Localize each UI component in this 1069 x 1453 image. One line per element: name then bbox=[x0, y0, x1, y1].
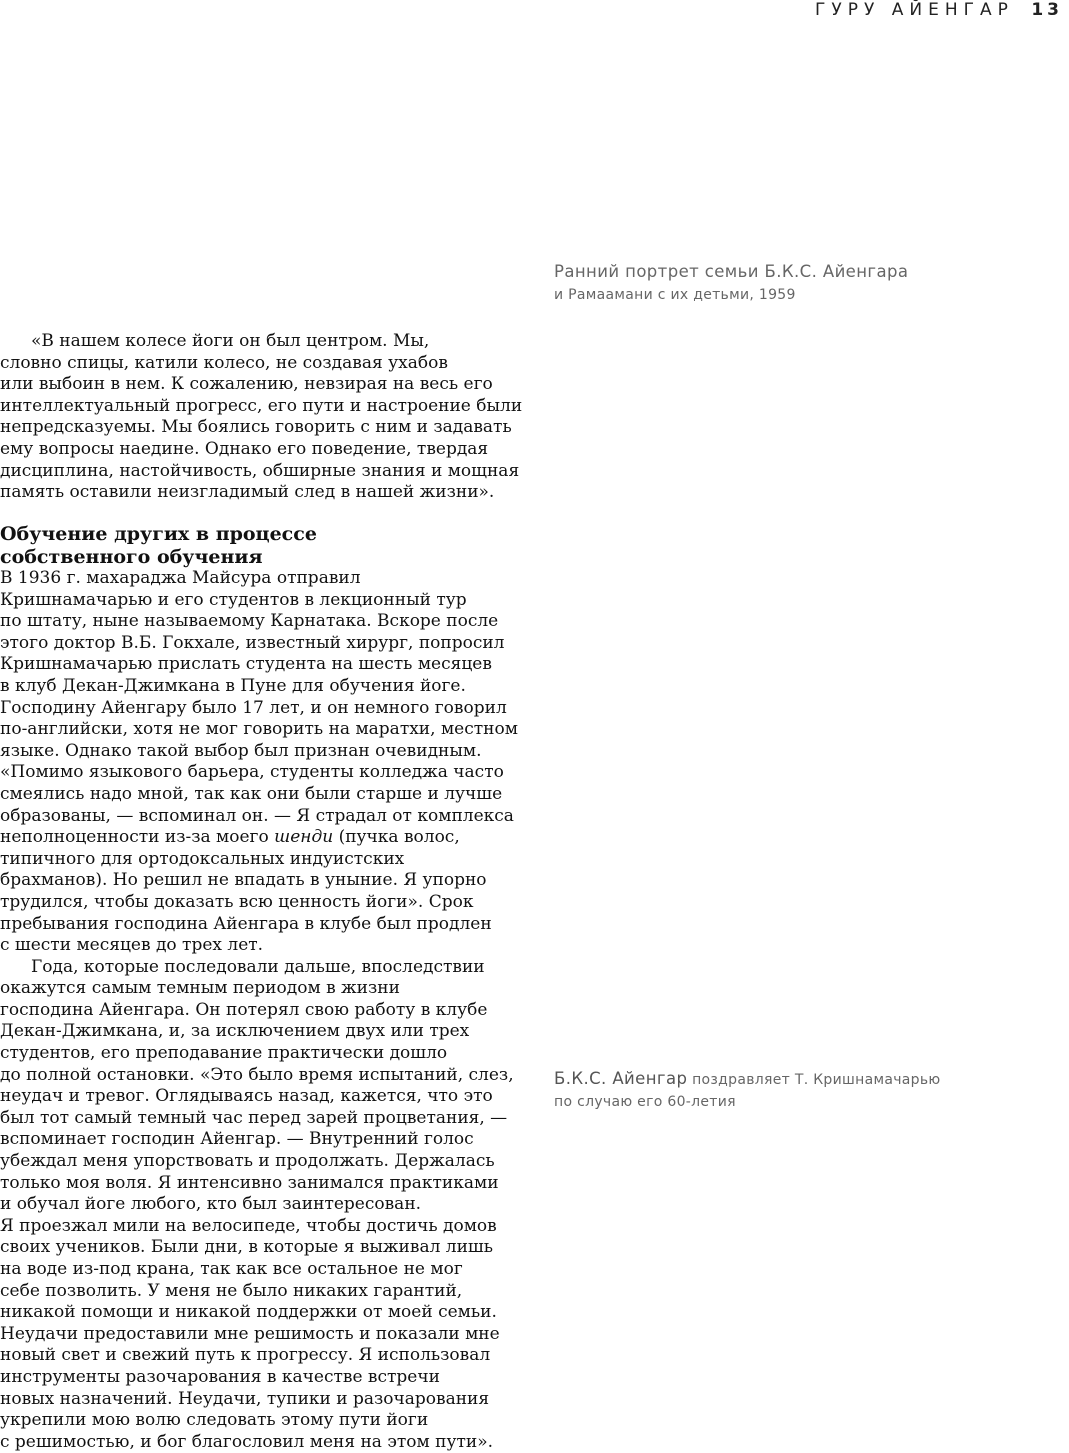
text-line: неудач и тревог. Оглядываясь назад, кажется, что это bbox=[0, 1086, 493, 1107]
text-line: интеллектуальный прогресс, его пути и настроение были bbox=[0, 395, 523, 416]
text-line: никакой помощи и никакой поддержки от моей семьи. bbox=[0, 1302, 497, 1323]
text-line: своих учеников. Были дни, в которые я выживал лишь bbox=[0, 1237, 493, 1258]
caption-congratulation bbox=[554, 1068, 1054, 1113]
text-line: укрепили мою волю следовать этому пути йоги bbox=[0, 1410, 429, 1431]
text-line: окажутся самым темным периодом в жизни bbox=[0, 978, 400, 999]
heading-line: собственного обучения bbox=[0, 546, 263, 568]
text-line: «В нашем колесе йоги он был центром. Мы, bbox=[31, 331, 430, 351]
text-line: вспоминает господин Айенгар. — Внутренний голос bbox=[0, 1129, 474, 1150]
text-line: трудился, чтобы доказать всю ценность йоги». Срок bbox=[0, 891, 474, 912]
text-line: убеждал меня упорствовать и продолжать. Держалась bbox=[0, 1151, 495, 1172]
text-line: был тот самый темный час перед зарей процветания, — bbox=[0, 1107, 508, 1128]
text-segment: неполноценности из-за моего bbox=[0, 827, 275, 848]
text-line: по-английски, хотя не мог говорить на маратхи, местном bbox=[0, 719, 518, 740]
text-line: до полной остановки. «Это было время испытаний, слез, bbox=[0, 1064, 514, 1085]
text-line: с решимостью, и бог благословил меня на этом пути». bbox=[0, 1431, 494, 1452]
caption-subtitle: и Рамаамани с их детьми, 1959 bbox=[554, 287, 796, 303]
quote-paragraph bbox=[0, 331, 530, 504]
italic-term: шенди bbox=[274, 827, 334, 848]
text-line: Я проезжал мили на велосипеде, чтобы достичь домов bbox=[0, 1215, 497, 1236]
caption-name: Б.К.С. Айенгар bbox=[554, 1069, 688, 1088]
text-line: в клуб Декан-Джимкана в Пуне для обучения йоге. bbox=[0, 675, 466, 696]
text-line: новый свет и свежий путь к прогрессу. Я использовал bbox=[0, 1345, 491, 1366]
text-line: Кришнамачарью и его студентов в лекционный тур bbox=[0, 589, 467, 610]
text-line: с шести месяцев до трех лет. bbox=[0, 935, 264, 956]
text-segment: (пучка волос, bbox=[333, 827, 460, 848]
text-line: образованы, — вспоминал он. — Я страдал от комплекса bbox=[0, 805, 514, 826]
text-line: Декан-Джимкана, и, за исключением двух или трех bbox=[0, 1021, 470, 1042]
text-line: Кришнамачарью прислать студента на шесть месяцев bbox=[0, 654, 492, 675]
text-line: «Помимо языкового барьера, студенты колледжа часто bbox=[0, 762, 504, 783]
text-line: словно спицы, катили колесо, не создавая ухабов bbox=[0, 352, 448, 373]
text-line: себе позволить. У меня не было никаких гарантий, bbox=[0, 1280, 463, 1301]
text-line: брахманов). Но решил не впадать в уныние. Я упорно bbox=[0, 870, 487, 891]
text-line: Господину Айенгару было 17 лет, и он немного говорил bbox=[0, 697, 507, 718]
text-line: память оставили неизгладимый след в нашей жизни». bbox=[0, 482, 495, 503]
text-line-italic bbox=[0, 827, 530, 849]
caption-rest: поздравляет Т. Кришнамачарью bbox=[687, 1072, 941, 1088]
text-line: и обучал йоге любого, кто был заинтересован. bbox=[0, 1194, 422, 1215]
text-line: или выбоин в нем. К сожалению, невзирая на весь его bbox=[0, 374, 493, 395]
text-line: пребывания господина Айенгара в клубе был продлен bbox=[0, 913, 492, 934]
text-line: этого доктор В.Б. Гокхале, известный хирург, попросил bbox=[0, 632, 505, 653]
text-line: смеялись надо мной, так как они были старше и лучше bbox=[0, 783, 503, 804]
text-line: студентов, его преподавание практически дошло bbox=[0, 1043, 448, 1064]
text-line: непредсказуемы. Мы боялись говорить с ним и задавать bbox=[0, 417, 512, 438]
text-line: на воде из-под крана, так как все остальное не мог bbox=[0, 1259, 463, 1279]
text-line: инструменты разочарования в качестве встречи bbox=[0, 1366, 440, 1387]
text-line: типичного для ортодоксальных индуистских bbox=[0, 848, 405, 869]
running-head bbox=[815, 0, 1063, 22]
section-body bbox=[0, 568, 530, 1453]
text-line: только моя воля. Я интенсивно занимался практиками bbox=[0, 1172, 499, 1193]
running-title: ГУРУ АЙЕНГАР bbox=[815, 0, 1014, 20]
caption-family-portrait bbox=[554, 260, 1054, 306]
caption-title: Ранний портрет семьи Б.К.С. Айенгара bbox=[554, 262, 909, 281]
text-line: дисциплина, настойчивость, обширные знания и мощная bbox=[0, 460, 520, 481]
text-line: ему вопросы наедине. Однако его поведение, твердая bbox=[0, 438, 489, 459]
text-line: В 1936 г. махараджа Майсура отправил bbox=[0, 568, 361, 588]
text-line: господина Айенгара. Он потерял свою работу в клубе bbox=[0, 999, 488, 1020]
caption-line: по случаю его 60-летия bbox=[554, 1094, 736, 1110]
text-line: новых назначений. Неудачи, тупики и разочарования bbox=[0, 1388, 490, 1409]
section-heading bbox=[0, 523, 530, 569]
text-line: языке. Однако такой выбор был признан очевидным. bbox=[0, 740, 482, 761]
heading-line: Обучение других в процессе bbox=[0, 523, 317, 545]
text-line: Неудачи предоставили мне решимость и показали мне bbox=[0, 1323, 500, 1344]
text-line: по штату, ныне называемому Карнатака. Вскоре после bbox=[0, 611, 499, 632]
text-line: Года, которые последовали дальше, впоследствии bbox=[31, 956, 485, 977]
page-number: 13 bbox=[1031, 0, 1063, 20]
caption-line bbox=[554, 1068, 1054, 1091]
